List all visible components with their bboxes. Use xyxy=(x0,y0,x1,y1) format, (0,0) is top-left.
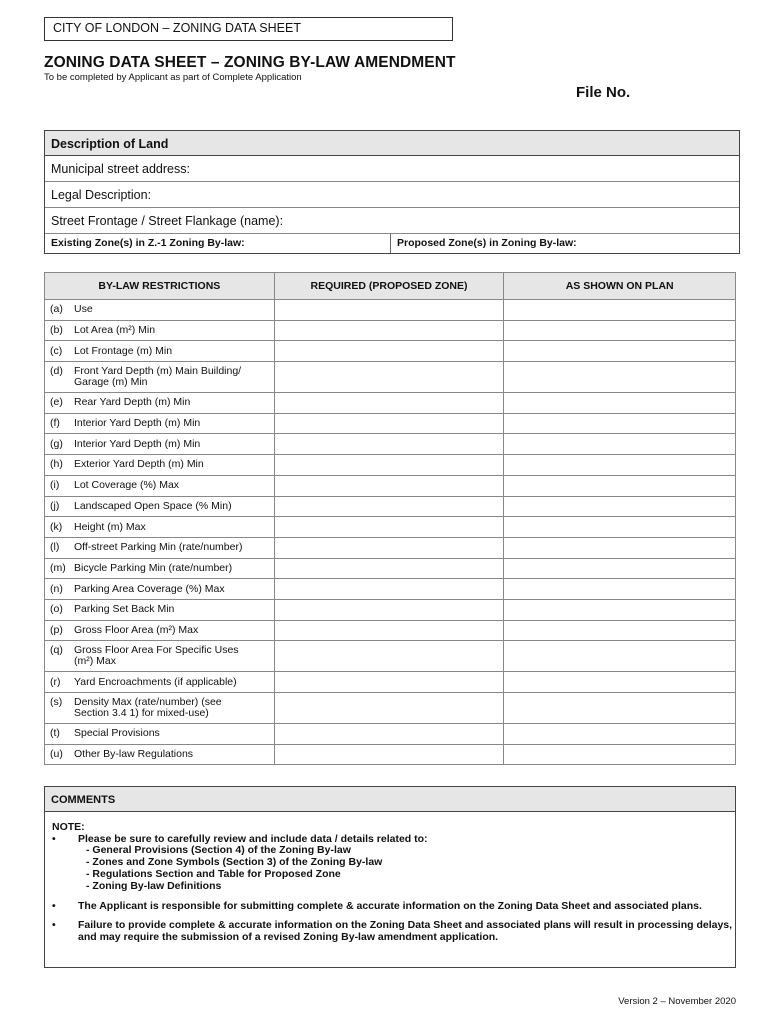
restriction-letter: (r) xyxy=(50,675,61,688)
restriction-row xyxy=(45,413,736,434)
required-value-cell[interactable] xyxy=(274,341,504,362)
comments-heading: COMMENTS xyxy=(45,787,735,812)
version-label: Version 2 – November 2020 xyxy=(618,996,736,1007)
restriction-line2: Section 3.4 1) for mixed-use) xyxy=(74,707,209,719)
sub-item: - Regulations Section and Table for Proposed Zone xyxy=(86,867,341,880)
restriction-line1: Lot Area (m²) Min xyxy=(74,324,156,337)
restriction-text xyxy=(50,677,274,688)
bullet-icon: • xyxy=(52,900,56,913)
note-block xyxy=(45,812,735,943)
restriction-row xyxy=(45,517,736,538)
restriction-row xyxy=(45,320,736,341)
restriction-text xyxy=(50,625,274,636)
restriction-label xyxy=(45,455,275,476)
restriction-row xyxy=(45,672,736,693)
restriction-row xyxy=(45,300,736,321)
restriction-letter: (j) xyxy=(50,499,60,512)
shown-on-plan-cell[interactable] xyxy=(504,672,736,693)
restriction-line1: Height (m) Max xyxy=(74,520,146,533)
restriction-line1: Use xyxy=(74,303,93,316)
restriction-label xyxy=(45,744,275,765)
bullet-icon: • xyxy=(52,918,56,931)
restriction-letter: (a) xyxy=(50,303,63,316)
shown-on-plan-cell[interactable] xyxy=(504,362,736,393)
restriction-letter: (p) xyxy=(50,623,63,636)
sub-item: - Zoning By-law Definitions xyxy=(86,879,222,892)
restriction-row xyxy=(45,744,736,765)
file-number-label: File No. xyxy=(576,84,631,101)
street-address-field[interactable]: Municipal street address: xyxy=(45,156,739,182)
sub-item: - General Provisions (Section 4) of the Zoning By-law xyxy=(86,844,351,857)
land-heading: Description of Land xyxy=(45,131,739,156)
shown-on-plan-cell[interactable] xyxy=(504,579,736,600)
bullet-icon: • xyxy=(52,832,56,845)
restriction-text xyxy=(50,480,274,491)
restriction-row xyxy=(45,620,736,641)
required-value-cell[interactable] xyxy=(274,362,504,393)
required-value-cell[interactable] xyxy=(274,300,504,321)
page-subtitle: To be completed by Applicant as part of Complete Application xyxy=(44,72,302,83)
restriction-row xyxy=(45,496,736,517)
shown-on-plan-cell[interactable] xyxy=(504,475,736,496)
column-header-restrictions: BY-LAW RESTRICTIONS xyxy=(45,273,275,300)
restriction-label xyxy=(45,341,275,362)
restriction-row xyxy=(45,724,736,745)
required-value-cell[interactable] xyxy=(274,537,504,558)
required-value-cell[interactable] xyxy=(274,672,504,693)
restriction-line1: Bicycle Parking Min (rate/number) xyxy=(74,561,233,574)
required-value-cell[interactable] xyxy=(274,579,504,600)
restriction-letter: (q) xyxy=(50,644,63,657)
restriction-row xyxy=(45,579,736,600)
required-value-cell[interactable] xyxy=(274,693,504,724)
sub-item: - Zones and Zone Symbols (Section 3) of the Zoning By-law xyxy=(86,856,383,869)
restriction-line1: Lot Frontage (m) Min xyxy=(74,344,173,357)
restriction-text xyxy=(50,522,274,533)
restriction-label xyxy=(45,599,275,620)
restriction-text xyxy=(50,501,274,512)
bylaw-restrictions-table xyxy=(44,272,736,765)
restriction-row xyxy=(45,693,736,724)
shown-on-plan-cell[interactable] xyxy=(504,455,736,476)
bullet-text: Please be sure to carefully review and include data / details related to: xyxy=(78,832,428,845)
shown-on-plan-cell[interactable] xyxy=(504,320,736,341)
restriction-line1: Gross Floor Area For Specific Uses xyxy=(74,644,239,657)
required-value-cell[interactable] xyxy=(274,475,504,496)
shown-on-plan-cell[interactable] xyxy=(504,693,736,724)
shown-on-plan-cell[interactable] xyxy=(504,744,736,765)
restriction-text xyxy=(50,728,274,739)
restriction-line1: Front Yard Depth (m) Main Building/ xyxy=(74,365,242,378)
proposed-zone-field[interactable]: Proposed Zone(s) in Zoning By-law: xyxy=(397,237,577,249)
required-value-cell[interactable] xyxy=(274,455,504,476)
comments-section xyxy=(44,786,736,968)
restriction-letter: (o) xyxy=(50,603,63,616)
required-value-cell[interactable] xyxy=(274,599,504,620)
restriction-row xyxy=(45,434,736,455)
shown-on-plan-cell[interactable] xyxy=(504,341,736,362)
required-value-cell[interactable] xyxy=(274,724,504,745)
restriction-line2: Garage (m) Min xyxy=(74,376,148,389)
restriction-line1: Other By-law Regulations xyxy=(74,748,194,761)
restriction-row xyxy=(45,362,736,393)
restriction-line1: Interior Yard Depth (m) Min xyxy=(74,437,201,450)
restriction-label xyxy=(45,496,275,517)
restriction-line1: Parking Area Coverage (%) Max xyxy=(74,582,225,595)
restriction-letter: (t) xyxy=(50,727,60,740)
restriction-row xyxy=(45,341,736,362)
restriction-label xyxy=(45,724,275,745)
restriction-row xyxy=(45,641,736,672)
restriction-text xyxy=(50,304,274,315)
restriction-label xyxy=(45,620,275,641)
restriction-line1: Special Provisions xyxy=(74,727,160,740)
restriction-label xyxy=(45,475,275,496)
shown-on-plan-cell[interactable] xyxy=(504,537,736,558)
page-title: ZONING DATA SHEET – ZONING BY-LAW AMENDMENT xyxy=(44,54,456,71)
shown-on-plan-cell[interactable] xyxy=(504,724,736,745)
required-value-cell[interactable] xyxy=(274,434,504,455)
restriction-text xyxy=(50,604,274,615)
restriction-letter: (b) xyxy=(50,324,63,337)
restriction-letter: (d) xyxy=(50,365,63,378)
restriction-label xyxy=(45,537,275,558)
restriction-label xyxy=(45,320,275,341)
note-bullet-review xyxy=(52,834,735,893)
restriction-letter: (m) xyxy=(50,561,66,574)
restriction-row xyxy=(45,599,736,620)
restriction-line1: Density Max (rate/number) (see xyxy=(74,696,222,708)
header-box: CITY OF LONDON – ZONING DATA SHEET xyxy=(44,17,453,41)
restriction-row xyxy=(45,393,736,414)
restriction-line1: Gross Floor Area (m²) Max xyxy=(74,623,199,636)
restriction-letter: (u) xyxy=(50,748,63,761)
restriction-text xyxy=(50,346,274,357)
restriction-letter: (g) xyxy=(50,437,63,450)
column-header-required: REQUIRED (PROPOSED ZONE) xyxy=(274,273,504,300)
required-value-cell[interactable] xyxy=(274,393,504,414)
restriction-line1: Lot Coverage (%) Max xyxy=(74,479,180,492)
restriction-line1: Rear Yard Depth (m) Min xyxy=(74,396,191,409)
restriction-text xyxy=(50,584,274,595)
restriction-letter: (c) xyxy=(50,344,63,357)
street-frontage-field[interactable]: Street Frontage / Street Flankage (name): xyxy=(45,208,739,234)
note-bullet-failure xyxy=(52,920,735,943)
restriction-line1: Yard Encroachments (if applicable) xyxy=(74,675,237,688)
restriction-row xyxy=(45,455,736,476)
required-value-cell[interactable] xyxy=(274,320,504,341)
required-value-cell[interactable] xyxy=(274,620,504,641)
restriction-label xyxy=(45,693,275,724)
shown-on-plan-cell[interactable] xyxy=(504,393,736,414)
restriction-letter: (i) xyxy=(50,479,60,492)
note-bullet-responsibility xyxy=(52,901,735,913)
bullet-text: The Applicant is responsible for submitting complete & accurate information on the Zoning Data Sheet and associated plans. xyxy=(78,900,702,913)
restriction-line2: (m²) Max xyxy=(74,655,116,668)
restriction-label xyxy=(45,362,275,393)
restriction-text xyxy=(50,439,274,450)
restriction-letter: (h) xyxy=(50,458,63,471)
legal-description-field[interactable]: Legal Description: xyxy=(45,182,739,208)
restriction-text xyxy=(50,397,274,408)
shown-on-plan-cell[interactable] xyxy=(504,413,736,434)
restriction-letter: (e) xyxy=(50,396,63,409)
restriction-line1: Interior Yard Depth (m) Min xyxy=(74,417,201,430)
restriction-letter: (f) xyxy=(50,417,60,430)
shown-on-plan-cell[interactable] xyxy=(504,558,736,579)
restriction-label xyxy=(45,413,275,434)
shown-on-plan-cell[interactable] xyxy=(504,641,736,672)
restriction-line1: Off-street Parking Min (rate/number) xyxy=(74,541,243,554)
description-of-land-section xyxy=(44,130,740,254)
restriction-text xyxy=(50,542,274,553)
existing-zone-field[interactable]: Existing Zone(s) in Z.-1 Zoning By-law: xyxy=(45,234,391,253)
column-header-shown-on-plan: AS SHOWN ON PLAN xyxy=(504,273,736,300)
restriction-label xyxy=(45,672,275,693)
required-value-cell[interactable] xyxy=(274,641,504,672)
restriction-letter: (l) xyxy=(50,541,60,554)
shown-on-plan-cell[interactable] xyxy=(504,620,736,641)
required-value-cell[interactable] xyxy=(274,496,504,517)
restriction-letter: (s) xyxy=(50,696,63,708)
restriction-letter: (k) xyxy=(50,520,63,533)
shown-on-plan-cell[interactable] xyxy=(504,434,736,455)
restriction-row xyxy=(45,537,736,558)
required-value-cell[interactable] xyxy=(274,744,504,765)
required-value-cell[interactable] xyxy=(274,413,504,434)
restriction-letter: (n) xyxy=(50,582,63,595)
restriction-line1: Exterior Yard Depth (m) Min xyxy=(74,458,204,471)
restriction-label xyxy=(45,641,275,672)
shown-on-plan-cell[interactable] xyxy=(504,599,736,620)
restriction-text xyxy=(50,325,274,336)
restriction-line1: Landscaped Open Space (% Min) xyxy=(74,499,232,512)
restriction-label xyxy=(45,517,275,538)
restriction-label xyxy=(45,393,275,414)
restriction-text xyxy=(50,749,274,760)
restriction-label xyxy=(45,300,275,321)
note-label: NOTE: xyxy=(52,821,85,833)
zone-row xyxy=(45,234,739,253)
shown-on-plan-cell[interactable] xyxy=(504,496,736,517)
required-value-cell[interactable] xyxy=(274,558,504,579)
restriction-label xyxy=(45,434,275,455)
restriction-label xyxy=(45,558,275,579)
bullet-text: Failure to provide complete & accurate information on the Zoning Data Sheet and associated plans will result in processing delays, and may require the submission of a revised Zoning By-law amendment application. xyxy=(78,918,733,943)
restriction-text xyxy=(50,418,274,429)
restriction-text xyxy=(50,563,274,574)
required-value-cell[interactable] xyxy=(274,517,504,538)
restriction-row xyxy=(45,558,736,579)
restriction-label xyxy=(45,579,275,600)
restriction-text xyxy=(50,459,274,470)
restriction-line1: Parking Set Back Min xyxy=(74,603,175,616)
shown-on-plan-cell[interactable] xyxy=(504,300,736,321)
shown-on-plan-cell[interactable] xyxy=(504,517,736,538)
restriction-row xyxy=(45,475,736,496)
